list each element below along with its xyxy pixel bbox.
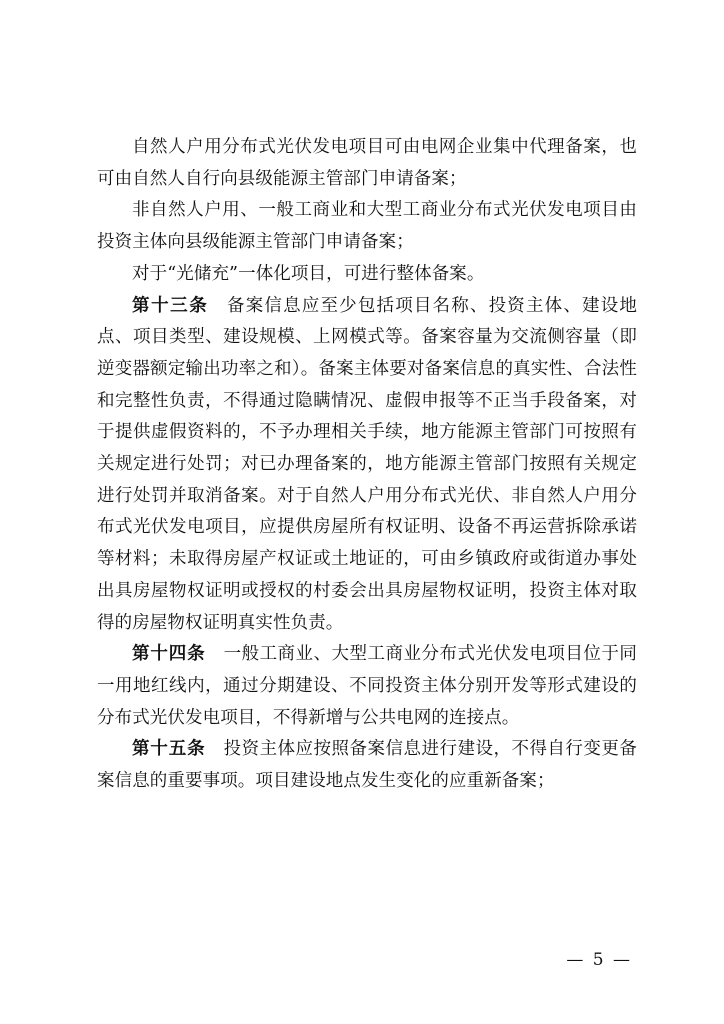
article-13: [97, 291, 637, 640]
article-heading: 第十三条: [132, 295, 209, 316]
paragraph-text: 一般工商业、大型工商业分布式光伏发电项目位于同一用地红线内，通过分期建设、不同投资主体分别开发等形式建设的分布式光伏发电项目，不得新增与公共电网的连接点。: [97, 644, 637, 728]
paragraph-text: 非自然人户用、一般工商业和大型工商业分布式光伏发电项目由投资主体向县级能源主管部门申请备案；: [97, 200, 637, 253]
paragraph-text: 自然人户用分布式光伏发电项目可由电网企业集中代理备案，也可由自然人自行向县级能源主管部门申请备案；: [97, 137, 637, 189]
paragraph: [97, 259, 637, 291]
article-15: [97, 734, 637, 797]
paragraph: [97, 195, 637, 258]
paragraph: [97, 132, 637, 195]
article-heading: 第十四条: [132, 644, 206, 665]
paragraph-text: 备案信息应至少包括项目名称、投资主体、建设地点、项目类型、建设规模、上网模式等。备案容量为交流侧容量（即逆变器额定输出功率之和）。备案主体要对备案信息的真实性、合法性和完整性负责，不得通过隐瞒情况、虚假申报等不正当手段备案，对于提供虚假资料的，不予办理相关手续，地方能源主管部门可按照有关规定进行处罚；对已办理备案的，地方能源主管部门按照有关规定进行处罚并取消备案。对于自然人户用分布式光伏、非自然人户用分布式光伏发电项目，应提供房屋所有权证明、设备不再运营拆除承诺等材料；未取得房屋产权证或土地证的，可由乡镇政府或街道办事处出具房屋物权证明或授权的村委会出具房屋物权证明，投资主体对取得的房屋物权证明真实性负责。: [97, 295, 638, 633]
page-number: — 5 —: [566, 950, 632, 970]
article-14: [97, 639, 637, 734]
document-body: [97, 132, 637, 798]
article-heading: 第十五条: [132, 739, 206, 760]
paragraph-text: 对于“光储充”一体化项目，可进行整体备案。: [132, 263, 485, 284]
paragraph-text: 投资主体应按照备案信息进行建设，不得自行变更备案信息的重要事项。项目建设地点发生变化的应重新备案；: [97, 739, 637, 792]
